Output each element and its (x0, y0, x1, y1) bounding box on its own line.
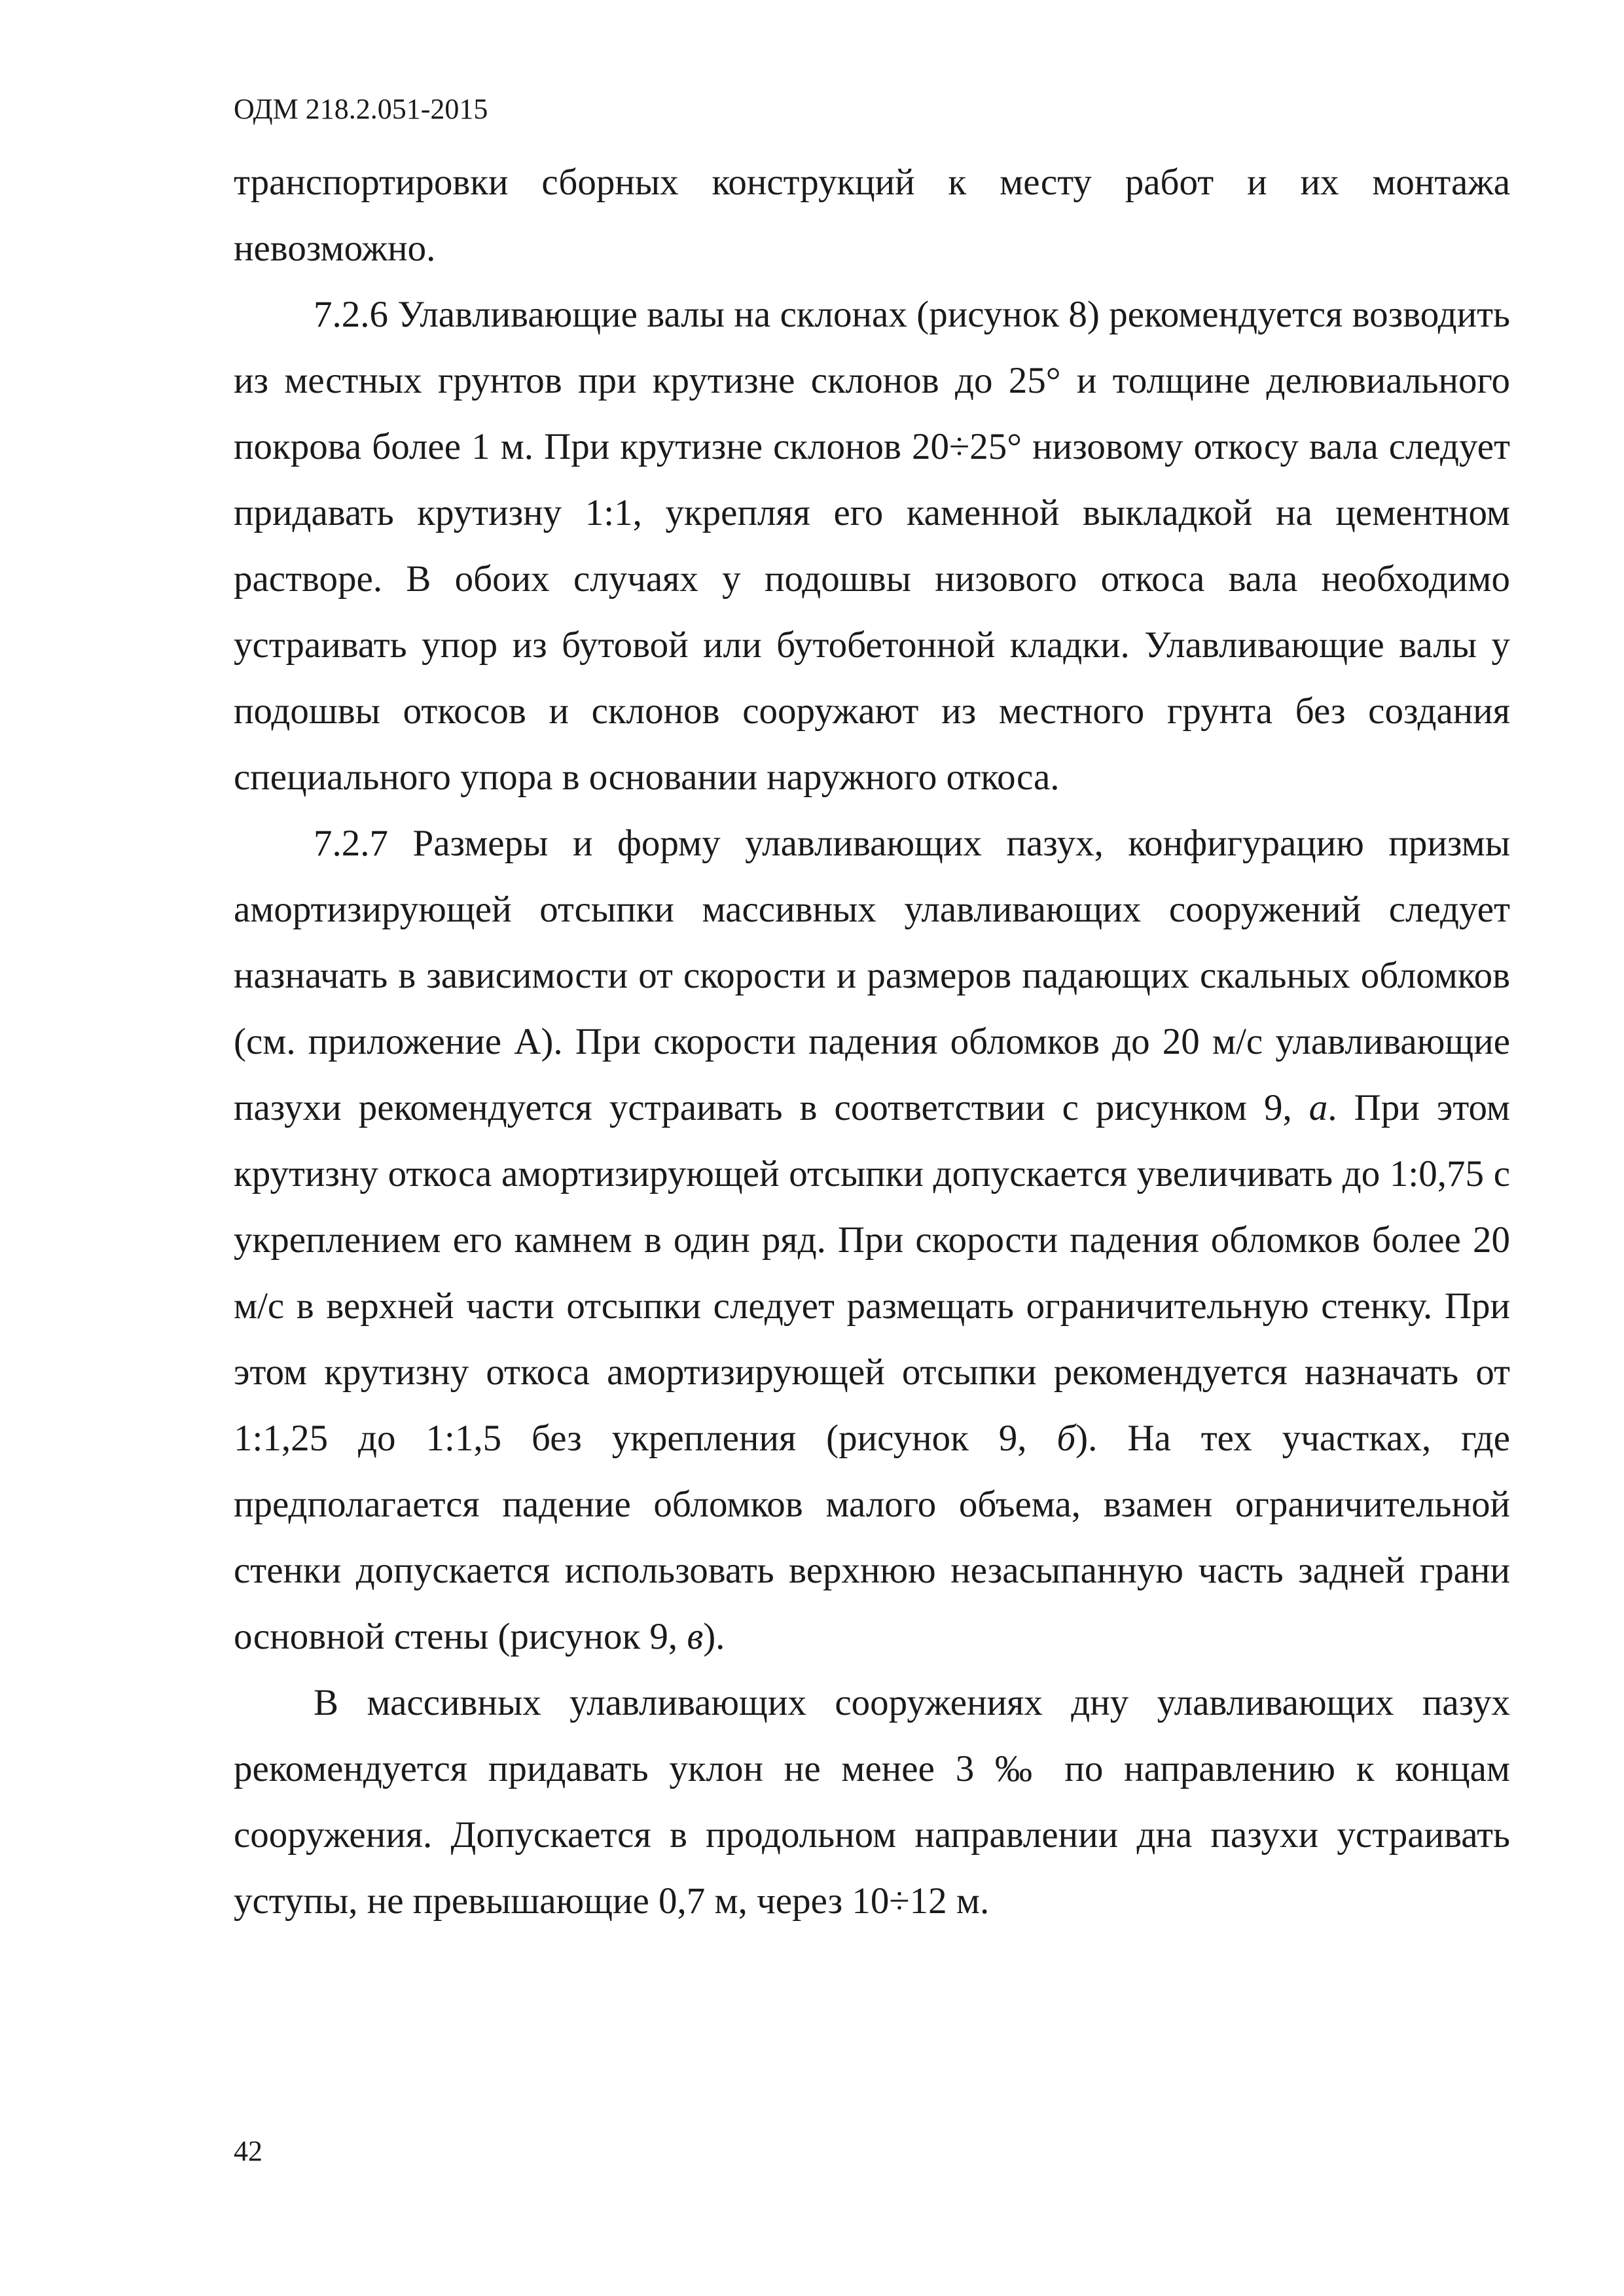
italic-figure-letter: а (1308, 1087, 1328, 1128)
paragraph-text: ). (703, 1616, 725, 1657)
paragraph-text: 7.2.7 Размеры и форму улавливающих пазух, конфигурацию призмы амортизирующей отсыпки массивных улавливающих сооружений следует назначать в зависимости от скорости и размеров падающих скальных обломков (см. приложение А). При скорости падения обломков до 20 м/с улавливающие пазухи рекомендуется устраивать в соответствии с рисунком 9, (234, 823, 1510, 1128)
page-body (234, 149, 1510, 1934)
paragraph-7-2-7 (234, 810, 1510, 1670)
paragraph-text: . При этом крутизну откоса амортизирующей отсыпки допускается увеличивать до 1:0,75 с укреплением его камнем в один ряд. При скорости падения обломков более 20 м/с в верхней части отсыпки следует размещать ограничительную стенку. При этом крутизну откоса амортизирующей отсыпки рекомендуется назначать от 1:1,25 до 1:1,5 без укрепления (рисунок 9, (234, 1087, 1510, 1459)
italic-figure-letter: в (687, 1616, 704, 1657)
paragraph-text: В массивных улавливающих сооружениях дну улавливающих пазух рекомендуется придавать уклон не менее 3 ‰ по направлению к концам сооружения. Допускается в продольном направлении дна пазухи устраивать уступы, не превышающие 0,7 м, через 10÷12 м. (234, 1682, 1510, 1922)
paragraph-continuation (234, 149, 1510, 281)
document-header: ОДМ 218.2.051-2015 (234, 93, 488, 125)
paragraph-text: 7.2.6 Улавливающие валы на склонах (рисунок 8) рекомендуется возводить из местных грунтов при крутизне склонов до 25° и толщине делювиального покрова более 1 м. При крутизне склонов 20÷25° низовому откосу вала следует придавать крутизну 1:1, укрепляя его каменной выкладкой на цементном растворе. В обоих случаях у подошвы низового откоса вала необходимо устраивать упор из бутовой или бутобетонной кладки. Улавливающие валы у подошвы откосов и склонов сооружают из местного грунта без создания специального упора в основании наружного откоса. (234, 294, 1510, 798)
paragraph-7-2-6 (234, 281, 1510, 810)
paragraph-text: ). На тех участках, где предполагается падение обломков малого объема, взамен ограничительной стенки допускается использовать верхнюю незасыпанную часть задней грани основной стены (рисунок 9, (234, 1418, 1510, 1657)
paragraph-slope (234, 1670, 1510, 1934)
paragraph-text: транспортировки сборных конструкций к месту работ и их монтажа невозможно. (234, 162, 1510, 269)
italic-figure-letter: б (1056, 1418, 1076, 1459)
page-number: 42 (234, 2135, 262, 2167)
